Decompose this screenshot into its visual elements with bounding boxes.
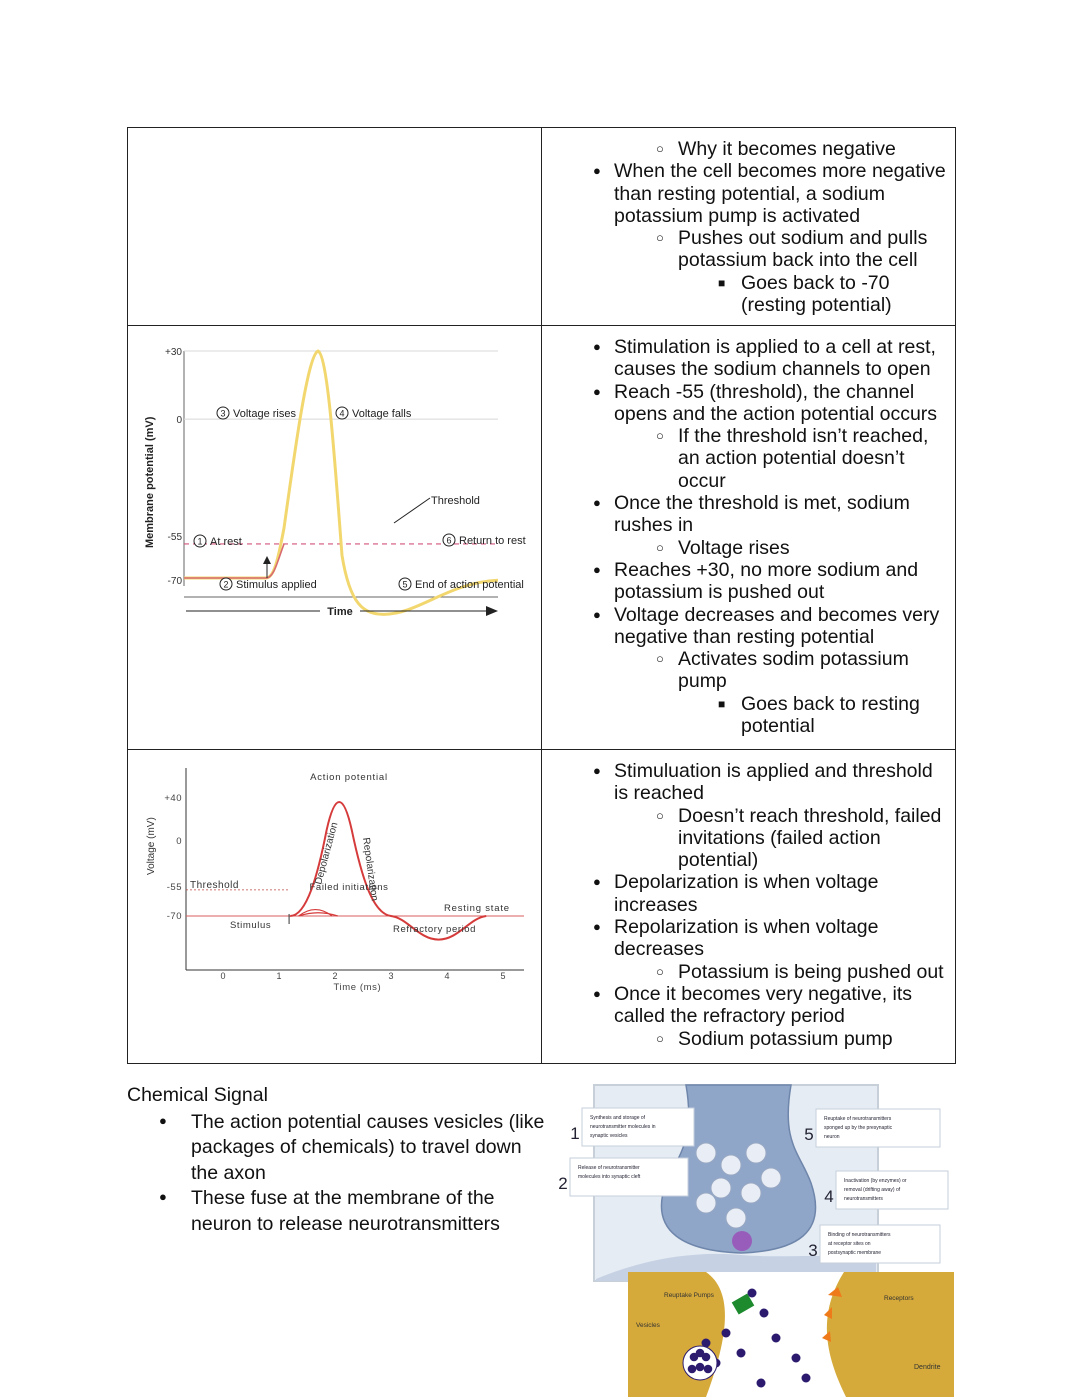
x-tick-label: 1 [276, 971, 282, 981]
x-tick-label: 4 [444, 971, 450, 981]
synaptic-vesicle [761, 1168, 781, 1188]
stage-label: End of action potential [415, 579, 524, 591]
diagram-cell [128, 750, 542, 1064]
x-axis-label: Time (ms) [333, 982, 382, 993]
y-tick-label: -70 [167, 576, 182, 587]
bullet-level-2: ○ Pushes out sodium and pulls potassium back into the cell [552, 227, 947, 272]
stage-number: 5 [402, 579, 408, 590]
callout-text: Inactivation (by enzymes) or removal (drifting away) of neurotransmitters [844, 1178, 907, 1202]
stimulus-label: Stimulus [230, 920, 272, 931]
bullet-level-1: ● Once the threshold is met, sodium rushes in [552, 492, 947, 537]
neurotransmitter-dot [792, 1354, 801, 1363]
table-row [128, 128, 956, 326]
notes-cell [542, 750, 956, 1064]
bullet-level-1: ● Repolarization is when voltage decreases [552, 916, 947, 961]
x-axis-label: Time [327, 606, 353, 618]
bullet-level-1: ● When the cell becomes more negative than resting potential, a sodium potassium pump is activated [552, 160, 947, 227]
callout-number: 3 [808, 1241, 818, 1260]
bullet-level-1: ● Reaches +30, no more sodium and potassium is pushed out [552, 559, 947, 604]
table-row [128, 326, 956, 750]
synaptic-vesicle [711, 1178, 731, 1198]
callout-number: 4 [824, 1187, 834, 1206]
vesicle-content-dot [696, 1349, 705, 1358]
receptor-glow [732, 1231, 752, 1251]
callout-text: Binding of neurotransmitters at receptor sites on postsynaptic membrane [828, 1232, 891, 1256]
notes-cell [542, 326, 956, 750]
bullet-level-1: ● Stimulation is applied to a cell at rest, causes the sodium channels to open [552, 336, 947, 381]
y-tick-label: -55 [166, 881, 182, 893]
notes-table [127, 127, 956, 1064]
bullet-level-1: ● Reach -55 (threshold), the channel opens and the action potential occurs [552, 381, 947, 426]
callout-number: 5 [804, 1125, 814, 1144]
bullet-level-3: ■ Goes back to resting potential [552, 693, 947, 738]
notes-list [542, 128, 955, 322]
neurotransmitter-dot [737, 1349, 746, 1358]
y-axis-label: Voltage (mV) [146, 817, 157, 875]
reuptake-pumps-label: Reuptake Pumps [664, 1292, 714, 1299]
table-row [128, 750, 956, 1064]
threshold-label: Threshold [190, 879, 239, 891]
neurotransmitter-dot [772, 1334, 781, 1343]
callout-number: 1 [570, 1124, 580, 1143]
vesicle-content-dot [688, 1365, 697, 1374]
section-title: Chemical Signal [127, 1084, 268, 1106]
bullet-level-2: ○ Voltage rises [552, 537, 947, 559]
threshold-label: Threshold [431, 495, 480, 507]
notes-list [542, 326, 955, 743]
stage-label: At rest [210, 536, 242, 548]
dendrite-label: Dendrite [914, 1364, 941, 1371]
bullet-level-1: ● Voltage decreases and becomes very negative than resting potential [552, 604, 947, 649]
vesicle-content-dot [704, 1365, 713, 1374]
bullet-level-2: ○ If the threshold isn’t reached, an action potential doesn’t occur [552, 425, 947, 492]
x-tick-label: 3 [388, 971, 394, 981]
bullet-level-2: ○ Doesn’t reach threshold, failed invitations (failed action potential) [552, 805, 947, 872]
refractory-period-label: Refractory period [393, 924, 477, 935]
bullet-item: ● The action potential causes vesicles (like packages of chemicals) to travel down the axon [127, 1110, 547, 1187]
vesicle-content-dot [696, 1363, 705, 1372]
x-tick-label: 5 [500, 971, 506, 981]
synaptic-vesicle [696, 1143, 716, 1163]
notes-list [542, 750, 955, 1056]
synaptic-vesicle [746, 1143, 766, 1163]
x-tick-label: 0 [220, 971, 226, 981]
bullet-level-2: ○ Why it becomes negative [552, 138, 947, 160]
callout-text: Reuptake of neurotransmitters sponged up by the presynaptic neuron [824, 1116, 893, 1140]
repolarization-label: Repolarization [360, 836, 380, 902]
chemical-signal-list [127, 1110, 547, 1238]
action-potential-label: Action potential [310, 772, 388, 783]
synaptic-vesicle [721, 1155, 741, 1175]
vesicles-label: Vesicles [636, 1322, 660, 1329]
action-potential-diagram [128, 326, 540, 744]
y-tick-label: -55 [167, 531, 182, 543]
stage-number: 6 [446, 535, 452, 546]
callout-text: Release of neurotransmitter molecules into synaptic cleft [578, 1165, 641, 1180]
synaptic-vesicle [726, 1208, 746, 1228]
bullet-level-2: ○ Activates sodim potassium pump [552, 648, 947, 693]
neurotransmitter-dot [802, 1374, 811, 1383]
y-tick-label: +40 [164, 793, 182, 804]
y-tick-label: -70 [166, 911, 182, 922]
bullet-level-1: ● Once it becomes very negative, its called the refractory period [552, 983, 947, 1028]
callout-number: 2 [558, 1174, 568, 1193]
stage-label: Voltage rises [233, 408, 296, 420]
resting-state-label: Resting state [444, 903, 510, 914]
action-potential-curve [184, 351, 498, 614]
neurotransmitter-dot [722, 1329, 731, 1338]
synaptic-vesicle [696, 1193, 716, 1213]
bullet-level-2: ○ Potassium is being pushed out [552, 961, 947, 983]
dendrite-shape [827, 1272, 954, 1397]
stage-label: Return to rest [459, 535, 526, 547]
bullet-item: ● These fuse at the membrane of the neuron to release neurotransmitters [127, 1186, 547, 1237]
neurotransmitter-dot [757, 1379, 766, 1388]
callout-text: Synthesis and storage of neurotransmitter molecules in synaptic vesicles [590, 1115, 656, 1139]
threshold-pointer [394, 498, 430, 523]
failed-initiations-label: Failed initiations [309, 882, 389, 893]
y-tick-label: +30 [165, 347, 182, 358]
stage-label: Stimulus applied [236, 579, 317, 591]
empty-diagram-cell [128, 128, 542, 326]
voltage-time-graph [128, 750, 540, 1058]
depolarization-label: Depolarization [313, 821, 341, 886]
stage-number: 4 [339, 408, 345, 419]
y-tick-label: 0 [176, 415, 182, 427]
stimulus-arrow-head [263, 556, 271, 564]
chemical-signal-section [127, 1083, 547, 1237]
diagram-cell [128, 326, 542, 750]
x-tick-label: 2 [332, 971, 338, 981]
notes-cell [542, 128, 956, 326]
y-axis-label: Membrane potential (mV) [144, 416, 156, 548]
presynaptic-axon-terminal [628, 1272, 725, 1397]
receptors-label: Receptors [884, 1295, 914, 1302]
bullet-level-3: ■ Goes back to -70 (resting potential) [552, 272, 947, 317]
bullet-level-2: ○ Sodium potassium pump [552, 1028, 947, 1050]
bullet-level-1: ● Depolarization is when voltage increases [552, 871, 947, 916]
stage-number: 2 [223, 579, 229, 590]
stage-number: 3 [220, 408, 226, 419]
time-axis-arrow [486, 606, 498, 616]
synaptic-vesicle [741, 1183, 761, 1203]
neurotransmitter-dot [760, 1309, 769, 1318]
synapse-illustration [556, 1083, 954, 1397]
stage-number: 1 [197, 536, 203, 547]
y-tick-label: 0 [176, 835, 182, 847]
bullet-level-1: ● Stimuluation is applied and threshold is reached [552, 760, 947, 805]
stage-label: Voltage falls [352, 408, 412, 420]
